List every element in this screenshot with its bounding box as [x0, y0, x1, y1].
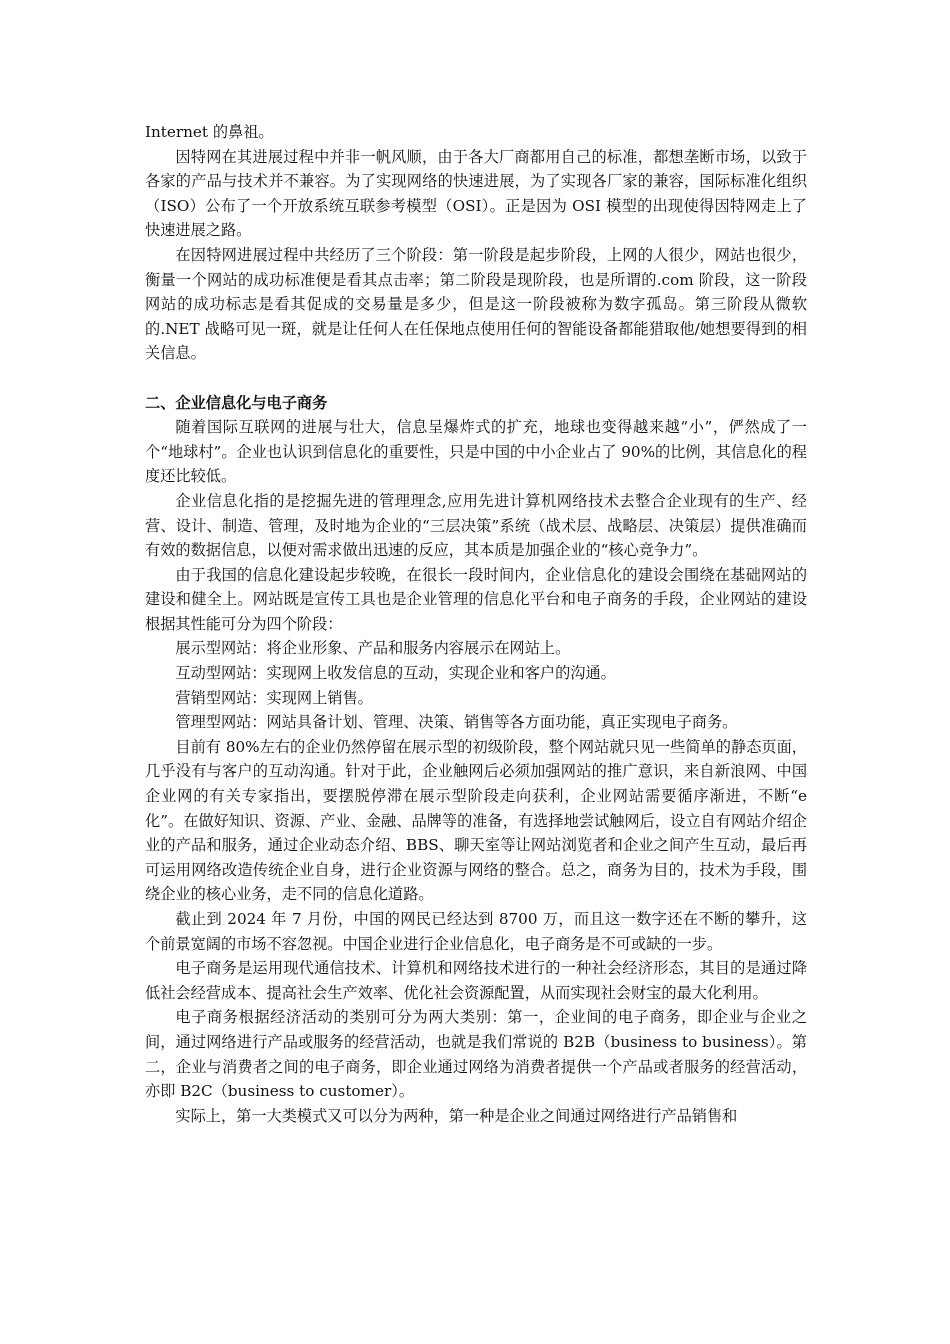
paragraph: 因特网在其进展过程中并非一帆风顺，由于各大厂商都用自己的标准，都想垄断市场，以致于各家的产品与技术并不兼容。为了实现网络的快速进展，为了实现各厂家的兼容，国际标准化组织（ISO）公布了一个开放系统互联参考模型（OSI）。正是因为 OSI 模型的出现使得因特网走上了快速进展之路。 [145, 147, 807, 240]
list-item: 互动型网站：实现网上收发信息的互动，实现企业和客户的沟通。 [175, 664, 616, 683]
paragraph: 实际上，第一大类模式又可以分为两种，第一种是企业之间通过网络进行产品销售和 [175, 1106, 738, 1125]
list-item: 管理型网站：网站具备计划、管理、决策、销售等各方面功能，真正实现电子商务。 [175, 713, 738, 732]
list-item: 展示型网站：将企业形象、产品和服务内容展示在网站上。 [175, 639, 571, 658]
document-page [145, 120, 807, 1128]
paragraph: 电子商务是运用现代通信技术、计算机和网络技术进行的一种社会经济形态，其目的是通过降低社会经营成本、提高社会生产效率、优化社会资源配置，从而实现社会财宝的最大化利用。 [145, 959, 807, 1002]
paragraph: Internet 的鼻祖。 [145, 123, 274, 141]
paragraph: 目前有 80%左右的企业仍然停留在展示型的初级阶段，整个网站就只见一些简单的静态页面，几乎没有与客户的互动沟通。针对于此，企业触网后必须加强网站的推广意识，来自新浪网、中国企业网的有关专家指出，要摆脱停滞在展示型阶段走向获利，企业网站需要循序渐进，不断“e 化”。在做好知识、资源、产业、金融、品牌等的准备，有选择地尝试触网后，设立自有网站介绍企业的产品和服务，通过企业动态介绍、BBS、聊天室等让网站浏览者和企业之间产生互动，最后再可运用网络改造传统企业自身，进行企业资源与网络的整合。总之，商务为目的，技术为手段，围绕企业的核心业务，走不同的信息化道路。 [145, 737, 807, 904]
paragraph: 由于我国的信息化建设起步较晚，在很长一段时间内，企业信息化的建设会围绕在基础网站的建设和健全上。网站既是宣传工具也是企业管理的信息化平台和电子商务的手段，企业网站的建设根据其性能可分为四个阶段： [145, 565, 807, 633]
paragraph: 企业信息化指的是挖掘先进的管理理念,应用先进计算机网络技术去整合企业现有的生产、经营、设计、制造、管理，及时地为企业的“三层决策”系统（战术层、战略层、决策层）提供准确而有效的数据信息，以便对需求做出迅速的反应，其本质是加强企业的“核心竞争力”。 [145, 491, 807, 560]
list-item: 营销型网站：实现网上销售。 [175, 688, 373, 707]
paragraph: 截止到 2024 年 7 月份，中国的网民已经达到 8700 万，而且这一数字还在不断的攀升，这个前景宽阔的市场不容忽视。中国企业进行企业信息化，电子商务是不可或缺的一步。 [145, 910, 807, 953]
paragraph: 随着国际互联网的进展与壮大，信息呈爆炸式的扩充，地球也变得越来越“小”，俨然成了一个“地球村”。企业也认识到信息化的重要性，只是中国的中小企业占了 90%的比例，其信息化的程度还比较低。 [145, 418, 807, 486]
paragraph: 电子商务根据经济活动的类别可分为两大类别：第一，企业间的电子商务，即企业与企业之间，通过网络进行产品或服务的经营活动，也就是我们常说的 B2B（business to business）。第二，企业与消费者之间的电子商务，即企业通过网络为消费者提供一个产品或者服务的经营活动，亦即 B2C（business to customer）。 [145, 1008, 807, 1101]
section-heading: 二、企业信息化与电子商务 [145, 393, 328, 412]
paragraph: 在因特网进展过程中共经历了三个阶段：第一阶段是起步阶段，上网的人很少，网站也很少，衡量一个网站的成功标准便是看其点击率；第二阶段是现阶段，也是所谓的.com 阶段，这一阶段网站的成功标志是看其促成的交易量是多少，但是这一阶段被称为数字孤岛。第三阶段从微软的.NET 战略可见一斑，就是让任何人在任保地点使用任何的智能设备都能猎取他/她想要得到的相关信息。 [145, 245, 807, 363]
